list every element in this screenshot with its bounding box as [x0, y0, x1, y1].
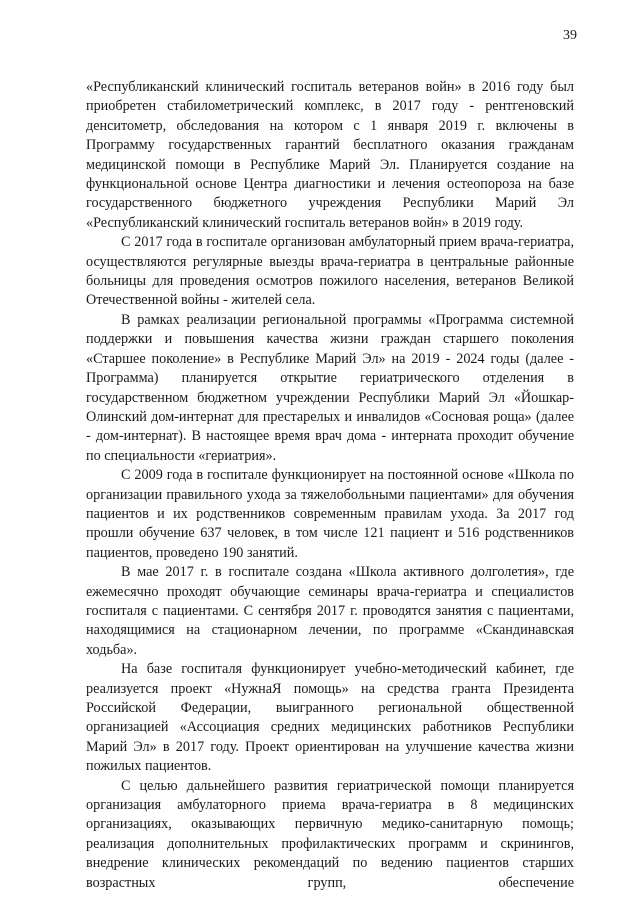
paragraph: На базе госпиталя функционирует учебно-методический кабинет, где реализуется проект «НужнаЯ помощь» на средства гранта Президента Российской Федерации, выигранного региональной общественной организацией «Ассоциация средних медицинских работников Республики Марий Эл» в 2017 году. Проект ориентирован на улучшение качества жизни пожилых пациентов.: [86, 661, 574, 775]
paragraph: В мае 2017 г. в госпитале создана «Школа активного долголетия», где ежемесячно проходят обучающие семинары врача-гериатра и специалистов госпиталя с пациентами. С сентября 2017 г. проводятся занятия с пациентами, находящимися на стационарном лечении, по программе «Скандинавская ходьба».: [86, 564, 574, 658]
paragraph: В рамках реализации региональной программы «Программа системной поддержки и повышения качества жизни граждан старшего поколения «Старшее поколение» в Республике Марий Эл» на 2019 - 2024 годы (далее - Программа) планируется открытие гериатрического отделения в государственном бюджетном учреждении Республики Марий Эл «Йошкар-Олинский дом-интернат для престарелых и инвалидов «Сосновая роща» (далее - дом-интернат). В настоящее время врач дома - интерната проходит обучение по специальности «гериатрия».: [86, 311, 574, 464]
paragraph: «Республиканский клинический госпиталь ветеранов войн» в 2016 году был приобретен стабилометрический комплекс, в 2017 году - рентгеновский денситометр, обследования на котором с 1 января 2019 г. включены в Программу государственных гарантий бесплатного оказания гражданам медицинской помощи в Республике Марий Эл. Планируется создание на функциональной основе Центра диагностики и лечения остеопороза на базе государственного бюджетного учреждения Республики Марий Эл «Республиканский клинический госпиталь ветеранов войн» в 2019 году.: [86, 79, 574, 231]
paragraph: С 2009 года в госпитале функционирует на постоянной основе «Школа по организации правильного ухода за тяжелобольными пациентами» для обучения пациентов и их родственников современным правилам ухода. За 2017 год прошли обучение 637 человек, в том числе 121 пациент и 516 родственников пациентов, проведено 190 занятий.: [86, 467, 574, 561]
page-number: 39: [563, 28, 577, 43]
paragraph: С целью дальнейшего развития гериатрической помощи планируется организация амбулаторного приема врача-гериатра в 8 медицинских организациях, оказывающих первичную медико-санитарную помощь; реализация дополнительных профилактических программ и скринингов, внедрение клинических рекомендаций по ведению пациентов старших возрастных групп, обеспечение: [86, 777, 574, 891]
page-body: [86, 78, 574, 893]
paragraph: С 2017 года в госпитале организован амбулаторный прием врача-гериатра, осуществляются регулярные выезды врача-гериатра в центральные районные больницы для проведения осмотров пожилого населения, ветеранов Великой Отечественной войны - жителей села.: [86, 234, 574, 309]
